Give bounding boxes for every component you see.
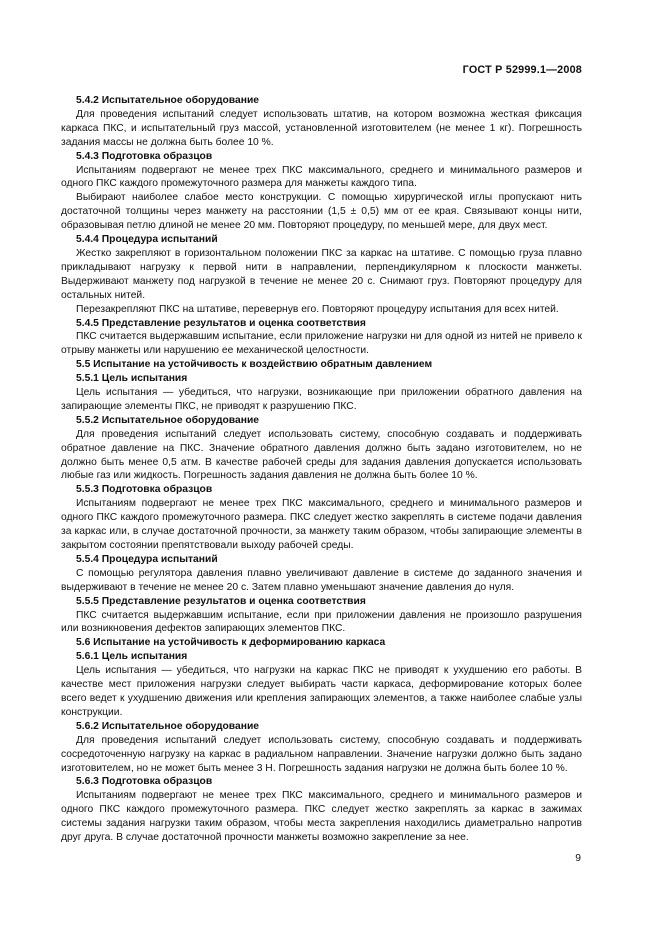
paragraph: Для проведения испытаний следует использовать штатив, на котором возможна жесткая фиксация каркаса ПКС, и испытательный груз массой, установленной изготовителем (не менее 1 кг). Погрешность задания массы не должна быть более 10 %. <box>61 108 582 148</box>
section-heading: 5.5.2 Испытательное оборудование <box>76 414 259 426</box>
paragraph: Перезакрепляют ПКС на штативе, перевернув его. Повторяют процедуру испытания для всех нитей. <box>76 303 559 315</box>
document-header: ГОСТ Р 52999.1—2008 <box>462 64 582 76</box>
section-heading: 5.5.5 Представление результатов и оценка соответствия <box>76 595 366 607</box>
paragraph: Выбирают наиболее слабое место конструкции. С помощью хирургической иглы пропускают нить достаточной толщины через манжету на расстоянии (1,5 ± 0,5) мм от ее края. Связывают концы нити, образовывая петлю длиной не менее 20 мм. Повторяют процедуру, по меньшей мере, для двух мест. <box>61 192 582 232</box>
paragraph: Для проведения испытаний следует использовать систему, способную создавать и поддерживать сосредоточенную нагрузку на каркас в радиальном направлении. Значение нагрузки должно быть задано изготовителем, но не может быть менее 3 Н. Погрешность задания нагрузки не должна быть более 10 %. <box>61 734 582 774</box>
section-heading: 5.4.3 Подготовка образцов <box>76 150 213 162</box>
paragraph: ПКС считается выдержавшим испытание, если приложение нагрузки ни для одной из нитей не привело к отрыву манжеты или нарушению ее механической целостности. <box>61 331 582 357</box>
section-heading: 5.6.1 Цель испытания <box>76 651 188 663</box>
section-heading: 5.6.2 Испытательное оборудование <box>76 720 259 732</box>
document-body <box>61 94 582 845</box>
section-heading: 5.6.3 Подготовка образцов <box>76 776 213 788</box>
section-heading: 5.5 Испытание на устойчивость к воздействию обратным давлением <box>76 359 433 371</box>
paragraph: Испытаниям подвергают не менее трех ПКС максимального, среднего и минимального размеров и одного ПКС каждого промежуточного размера. ПКС следует жестко закреплять в системе подачи давления за каркас или, в случае достаточной прочности, за манжету таким образом, чтобы запирающие элементы в закрытом состоянии препятствовали выходу рабочей среды. <box>61 498 582 551</box>
paragraph: Для проведения испытаний следует использовать систему, способную создавать и поддерживать обратное давление на ПКС. Значение обратного давления должно быть задано изготовителем, но не должно быть менее 0,5 атм. В качестве рабочей среды для задания давления допускается использовать любые газ или жидкость. Погрешность задания давления не должна быть более 10 %. <box>61 428 582 482</box>
page-number: 9 <box>575 853 581 864</box>
paragraph: Испытаниям подвергают не менее трех ПКС максимального, среднего и минимального размеров и одного ПКС каждого промежуточного размера. ПКС следует жестко закреплять за каркас в зажимах системы задания нагрузки таким образом, чтобы места закрепления находились диаметрально напротив друг друга. В случае достаточной прочности манжеты возможно закрепление за нее. <box>61 790 582 844</box>
section-heading: 5.5.3 Подготовка образцов <box>76 484 213 496</box>
paragraph: Цель испытания — убедиться, что нагрузки, возникающие при приложении обратного давления на запирающие элементы ПКС, не приводят к разрушению ПКС. <box>61 387 582 412</box>
paragraph: ПКС считается выдержавшим испытание, если при приложении давления не произошло разрушения или возникновения дефектов запирающих элементов ПКС. <box>61 609 582 635</box>
section-heading: 5.5.4 Процедура испытаний <box>76 553 218 565</box>
section-heading: 5.4.2 Испытательное оборудование <box>76 95 259 106</box>
section-heading: 5.4.4 Процедура испытаний <box>76 234 218 246</box>
section-heading: 5.4.5 Представление результатов и оценка соответствия <box>76 317 366 329</box>
paragraph: С помощью регулятора давления плавно увеличивают давление в системе до заданного значения и выдерживают в течение не менее 20 с. Затем плавно уменьшают значение давления до нуля. <box>61 567 582 593</box>
section-heading: 5.5.1 Цель испытания <box>76 373 188 385</box>
section-heading: 5.6 Испытание на устойчивость к деформированию каркаса <box>76 637 386 649</box>
paragraph: Цель испытания — убедиться, что нагрузки на каркас ПКС не приводят к ухудшению его работы. В качестве мест приложения нагрузки следует выбирать части каркаса, деформирование которых более всего ведет к ухудшению движения или крепления запирающих элементов, а также наиболее слабые узлы конструкции. <box>61 665 582 718</box>
paragraph: Жестко закрепляют в горизонтальном положении ПКС за каркас на штативе. С помощью груза плавно прикладывают нагрузку к первой нити в направлении, перпендикулярном к плоскости манжеты. Выдерживают манжету под нагрузкой в течение не менее 20 с. Снимают груз. Повторяют процедуру для остальных нитей. <box>61 247 582 301</box>
paragraph: Испытаниям подвергают не менее трех ПКС максимального, среднего и минимального размеров и одного ПКС каждого промежуточного размера для манжеты каждого типа. <box>61 164 582 190</box>
